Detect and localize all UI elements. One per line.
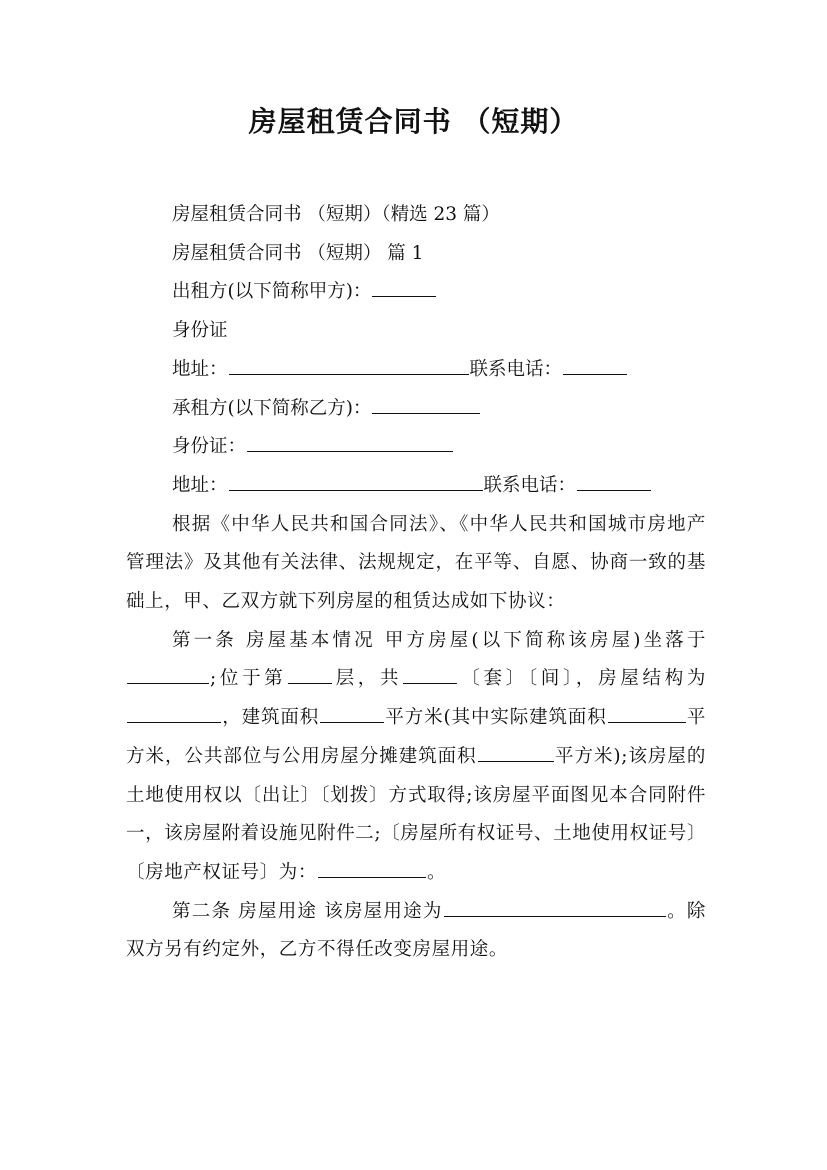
subtitle-text: 房屋租赁合同书 （短期）（精选 23 篇）	[172, 204, 500, 225]
lessor-blank	[372, 280, 436, 297]
article-heading-text: 房屋租赁合同书 （短期） 篇 1	[172, 242, 424, 264]
article1-text-8: 平方米);该房屋的土地使用权以〔出让〕〔划拨〕方式取得;该房屋平面图见本合同附件一，该房屋附着设施见附件二;〔房屋所有权证号、土地使用权证号〕〔房地产权证号〕为：	[126, 745, 706, 883]
intro-paragraph	[126, 506, 706, 622]
article1-text-4: 〔套〕〔间〕，房屋结构为	[458, 668, 706, 690]
article1-text-3: 层，共	[332, 668, 403, 690]
article1-text-7: 平方米，公共部位与公用房屋分摊建筑面积	[126, 707, 706, 767]
lessee-phone-blank	[577, 474, 651, 491]
lessee-id-line	[126, 428, 706, 467]
certificate-number-blank	[318, 861, 426, 878]
building-area-blank	[320, 706, 384, 723]
article1-text-2: ;位于第	[210, 668, 287, 690]
subtitle-line	[126, 196, 706, 235]
floor-blank	[288, 667, 332, 684]
structure-blank	[127, 706, 221, 723]
lessor-address-label: 地址：	[172, 358, 228, 380]
document-body	[126, 196, 706, 970]
lessor-line	[126, 273, 706, 312]
lessee-line	[126, 390, 706, 429]
shared-area-blank	[478, 745, 554, 762]
article1-text-9: 。	[427, 861, 447, 883]
intro-text: 根据《中华人民共和国合同法》、《中华人民共和国城市房地产管理法》及其他有关法律、法规规定，在平等、自愿、协商一致的基础上，甲、乙双方就下列房屋的租赁达成如下协议：	[126, 513, 706, 613]
document-title: 房屋租赁合同书 （短期）	[248, 105, 579, 138]
lessor-id-line	[126, 312, 706, 351]
article2-text-2: 。除双方另有约定外，乙方不得任改变房屋用途。	[126, 900, 707, 961]
lessee-blank	[372, 397, 480, 414]
article2-text-1: 第二条 房屋用途 该房屋用途为	[172, 900, 443, 922]
lessor-label: 出租方(以下简称甲方)：	[172, 281, 372, 303]
article1-text-6: 平方米(其中实际建筑面积	[385, 707, 607, 729]
lessee-id-label: 身份证：	[172, 436, 247, 458]
lessor-address-blank	[229, 358, 469, 375]
total-floors-blank	[403, 667, 457, 684]
lessor-phone-label: 联系电话：	[469, 358, 563, 380]
article1-paragraph	[126, 622, 706, 893]
lessee-address-blank	[229, 474, 483, 491]
lessee-address-label: 地址：	[172, 474, 228, 496]
lessee-address-line	[126, 467, 706, 506]
article1-text-5: ，建筑面积	[222, 707, 320, 729]
article-heading-line	[126, 235, 706, 274]
article2-paragraph	[126, 893, 706, 970]
lessor-phone-blank	[563, 358, 627, 375]
lessee-phone-label: 联系电话：	[483, 474, 577, 496]
lessor-id-label: 身份证	[172, 320, 228, 342]
lessee-label: 承租方(以下简称乙方)：	[172, 397, 372, 419]
usage-blank	[444, 900, 666, 917]
location-blank	[127, 667, 209, 684]
article1-text-1: 第一条 房屋基本情况 甲方房屋(以下简称该房屋)坐落于	[172, 629, 706, 651]
lessee-id-blank	[247, 435, 453, 452]
actual-area-blank	[608, 706, 686, 723]
lessor-address-line	[126, 351, 706, 390]
